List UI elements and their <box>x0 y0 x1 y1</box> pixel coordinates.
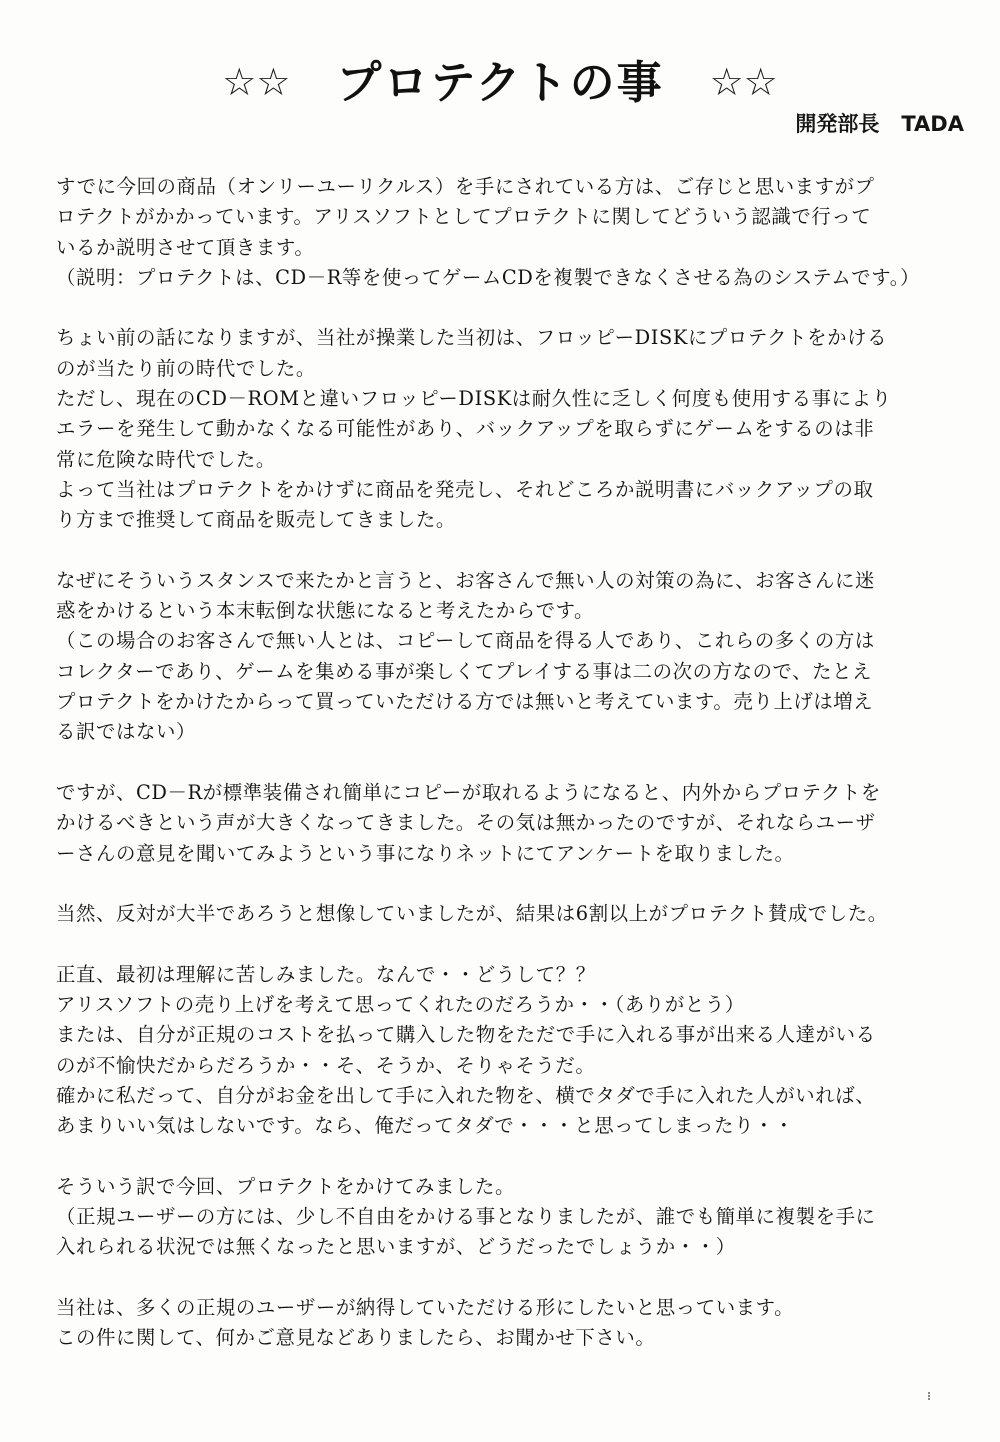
paragraph-8 <box>56 1293 966 1354</box>
paragraph-spacer <box>56 869 966 899</box>
star-decoration-left: ☆☆ <box>222 60 291 104</box>
text-line: アリスソフトの売り上げを考えて思ってくれたのだろうか・・（ありがとう） <box>56 993 745 1017</box>
text-line: プロテクトをかけたからって買っていただける方では無いと考えています。売り上げは増え <box>56 690 874 714</box>
text-line: なぜにそういうスタンスで来たかと言うと、お客さんで無い人の対策の為に、お客さんに迷 <box>56 568 876 592</box>
text-line: よって当社はプロテクトをかけずに商品を発売し、それどころか説明書にバックアップの取 <box>56 477 874 501</box>
paragraph-7 <box>56 1172 966 1263</box>
paragraph-spacer <box>56 536 966 566</box>
title-row <box>0 52 1000 112</box>
text-line: ですが、CD－Rが標準装備され簡単にコピーが取れるようになると、内外からプロテクトを <box>56 780 881 804</box>
text-line: 入れられる状況では無くなったと思いますが、どうだったでしょうか・・） <box>56 1235 736 1259</box>
paragraph-1 <box>56 172 966 293</box>
paragraph-6 <box>56 960 966 1142</box>
text-line: または、自分が正規のコストを払って購入した物をただで手に入れる事が出来る人達がいる <box>56 1023 876 1047</box>
author-name: TADA <box>901 112 964 136</box>
text-line: コレクターであり、ゲームを集める事が楽しくてプレイする事は二の次の方なので、たとえ <box>56 659 873 683</box>
text-line: 常に危険な時代でした。 <box>56 447 276 471</box>
paragraph-2 <box>56 323 966 535</box>
text-line: いるか説明させて頂きます。 <box>56 235 315 259</box>
author-role: 開発部長 <box>795 112 880 136</box>
paragraph-spacer <box>56 748 966 778</box>
author-byline <box>795 114 964 135</box>
text-line: すでに今回の商品（オンリーユーリクルス）を手にされている方は、ご存じと思いますがプ <box>56 175 875 198</box>
text-line: 惑をかけるという本末転倒な状態になると考えたからです。 <box>56 599 594 623</box>
text-line: この件に関して、何かご意見などありましたら、お聞かせ下さい。 <box>56 1326 656 1350</box>
text-line: る訳ではない） <box>56 720 196 744</box>
text-line: のが不愉快だからだろうか・・そ、そうか、そりゃそうだ。 <box>56 1053 596 1077</box>
article-body <box>56 172 966 1354</box>
paragraph-3 <box>56 566 966 748</box>
text-line: ロテクトがかかっています。アリスソフトとしてプロテクトに関してどういう認識で行って <box>56 205 872 229</box>
text-line: （この場合のお客さんで無い人とは、コピーして商品を得る人であり、これらの多くの方は <box>56 629 875 653</box>
text-line: ーさんの意見を聞いてみようという事になりネットにてアンケートを取りました。 <box>56 841 795 865</box>
text-line: エラーを発生して動かなくなる可能性があり、バックアップを取らずにゲームをするのは非 <box>56 417 875 441</box>
text-line: ちょい前の話になりますが、当社が操業した当初は、フロッピーDISKにプロテクトをかける <box>56 326 888 350</box>
paragraph-spacer <box>56 293 966 323</box>
text-line: かけるべきという声が大きくなってきました。その気は無かったのですが、それならユーザ <box>56 811 876 835</box>
text-line: ただし、現在のCD－ROMと違いフロッピーDISKは耐久性に乏しく何度も使用する事により <box>56 387 892 411</box>
text-line: 確かに私だって、自分がお金を出して手に入れた物を、横でタダで手に入れた人がいれば、 <box>56 1083 876 1107</box>
page-title: プロテクトの事 <box>336 55 664 109</box>
text-line: （正規ユーザーの方には、少し不自由をかける事となりましたが、誰でも簡単に複製を手に <box>56 1205 876 1229</box>
star-decoration-right: ☆☆ <box>709 60 778 104</box>
paragraph-spacer <box>56 1263 966 1293</box>
text-line: （説明：プロテクトは、CD－R等を使ってゲームCDを複製できなくさせる為のシステムです。） <box>56 265 921 289</box>
paragraph-4 <box>56 778 966 869</box>
text-line: 当社は、多くの正規のユーザーが納得していただける形にしたいと思っています。 <box>56 1295 795 1319</box>
text-line: そういう訳で今回、プロテクトをかけてみました。 <box>56 1174 516 1198</box>
text-line: 当然、反対が大半であろうと想像していましたが、結果は6割以上がプロテクト賛成でした。 <box>56 902 888 926</box>
paragraph-spacer <box>56 1142 966 1172</box>
text-line: あまりいい気はしないです。なら、俺だってタダで・・・と思ってしまったり・・ <box>56 1114 795 1138</box>
paragraph-5 <box>56 899 966 929</box>
text-line: 正直、最初は理解に苦しみました。なんで・・どうして？？ <box>56 962 596 986</box>
text-line: のが当たり前の時代でした。 <box>56 356 316 380</box>
paragraph-spacer <box>56 929 966 959</box>
scan-mark <box>928 1392 932 1400</box>
text-line: り方まで推奨して商品を販売してきました。 <box>56 508 456 532</box>
